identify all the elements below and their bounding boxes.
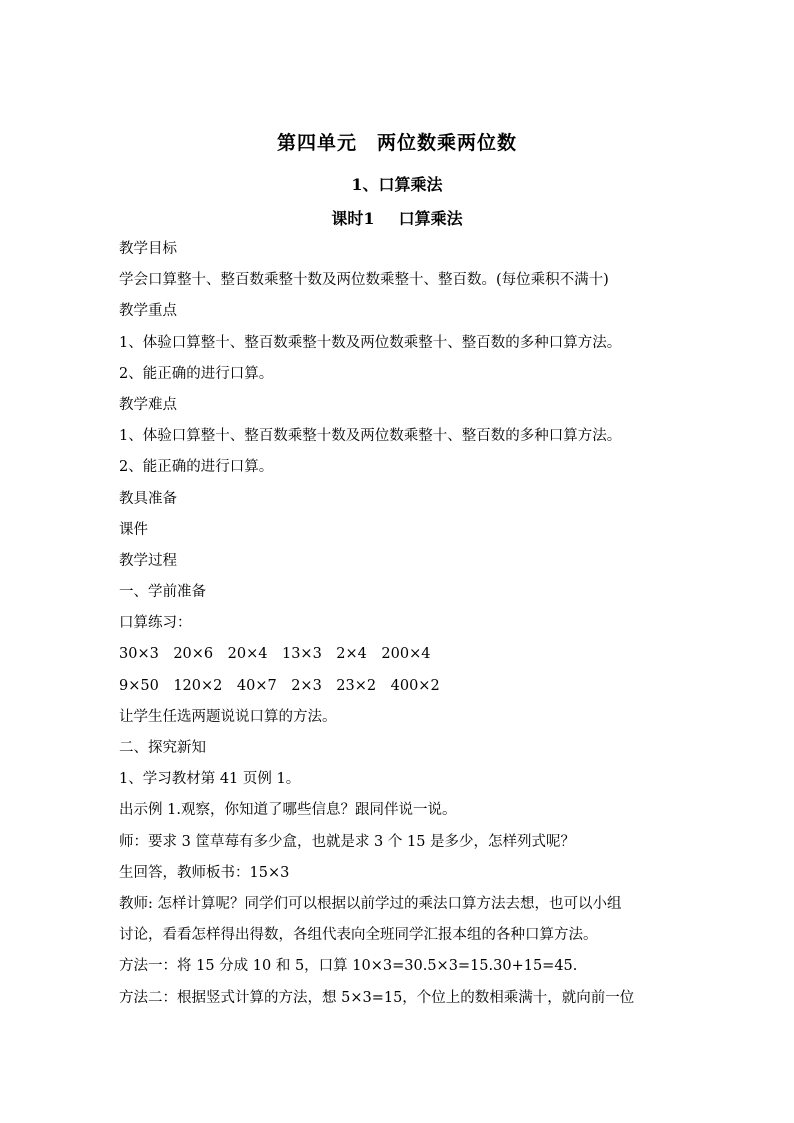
document-body [119,234,679,1014]
lesson-name: 口算乘法 [398,209,463,228]
paragraph-line: 讨论，看看怎样得出得数，各组代表向全班同学汇报本组的各种口算方法。 [119,927,598,944]
paragraph-line: 师：要求 3 筐草莓有多少盒，也就是求 3 个 15 是多少，怎样列式呢？ [119,833,576,850]
paragraph-line: 1、体验口算整十、整百数乘整十数及两位数乘整十、整百数的多种口算方法。 [119,428,622,445]
paragraph-line: 学会口算整十、整百数乘整十数及两位数乘整十、整百数。(每位乘积不满十) [119,272,609,289]
paragraph-line: 2、能正确的进行口算。 [119,365,274,382]
lesson-title [0,206,794,229]
heading-teaching-goals: 教学目标 [119,241,177,257]
paragraph-line: 2、能正确的进行口算。 [119,459,274,476]
section-title: 1、口算乘法 [351,175,443,194]
heading-key-points: 教学重点 [119,303,177,320]
subheading-line: 一、学前准备 [119,584,206,601]
exercise-row: 30×3 20×6 20×4 13×3 2×4 200×4 [119,646,431,663]
subheading-line: 二、探究新知 [119,740,206,756]
paragraph-line: 教师: 怎样计算呢？同学们可以根据以前学过的乘法口算方法去想，也可以小组 [119,895,622,912]
paragraph-line: 课件 [119,521,148,538]
paragraph-line: 出示例 1.观察，你知道了哪些信息？跟同伴说一说。 [119,802,457,819]
paragraph-line: 让学生任选两题说说口算的方法。 [119,708,337,725]
paragraph-line: 1、体验口算整十、整百数乘整十数及两位数乘整十、整百数的多种口算方法。 [119,334,622,351]
paragraph-line: 口算练习： [119,615,192,632]
heading-difficulties: 教学难点 [119,396,177,413]
unit-title: 第四单元 两位数乘两位数 [276,132,517,154]
paragraph-line: 1、学习教材第 41 页例 1。 [119,771,301,788]
heading-process: 教学过程 [119,552,177,569]
paragraph-line: 方法一：将 15 分成 10 和 5，口算 10×3=30.5×3=15.30+15=45. [119,958,578,975]
exercise-row: 9×50 120×2 40×7 2×3 23×2 400×2 [119,677,440,694]
paragraph-line: 方法二：根据竖式计算的方法，想 5×3=15，个位上的数相乘满十，就向前一位 [119,989,635,1006]
paragraph-line: 生回答，教师板书：15×3 [119,864,290,881]
heading-materials: 教具准备 [119,490,177,507]
lesson-label: 课时1 [331,209,375,228]
